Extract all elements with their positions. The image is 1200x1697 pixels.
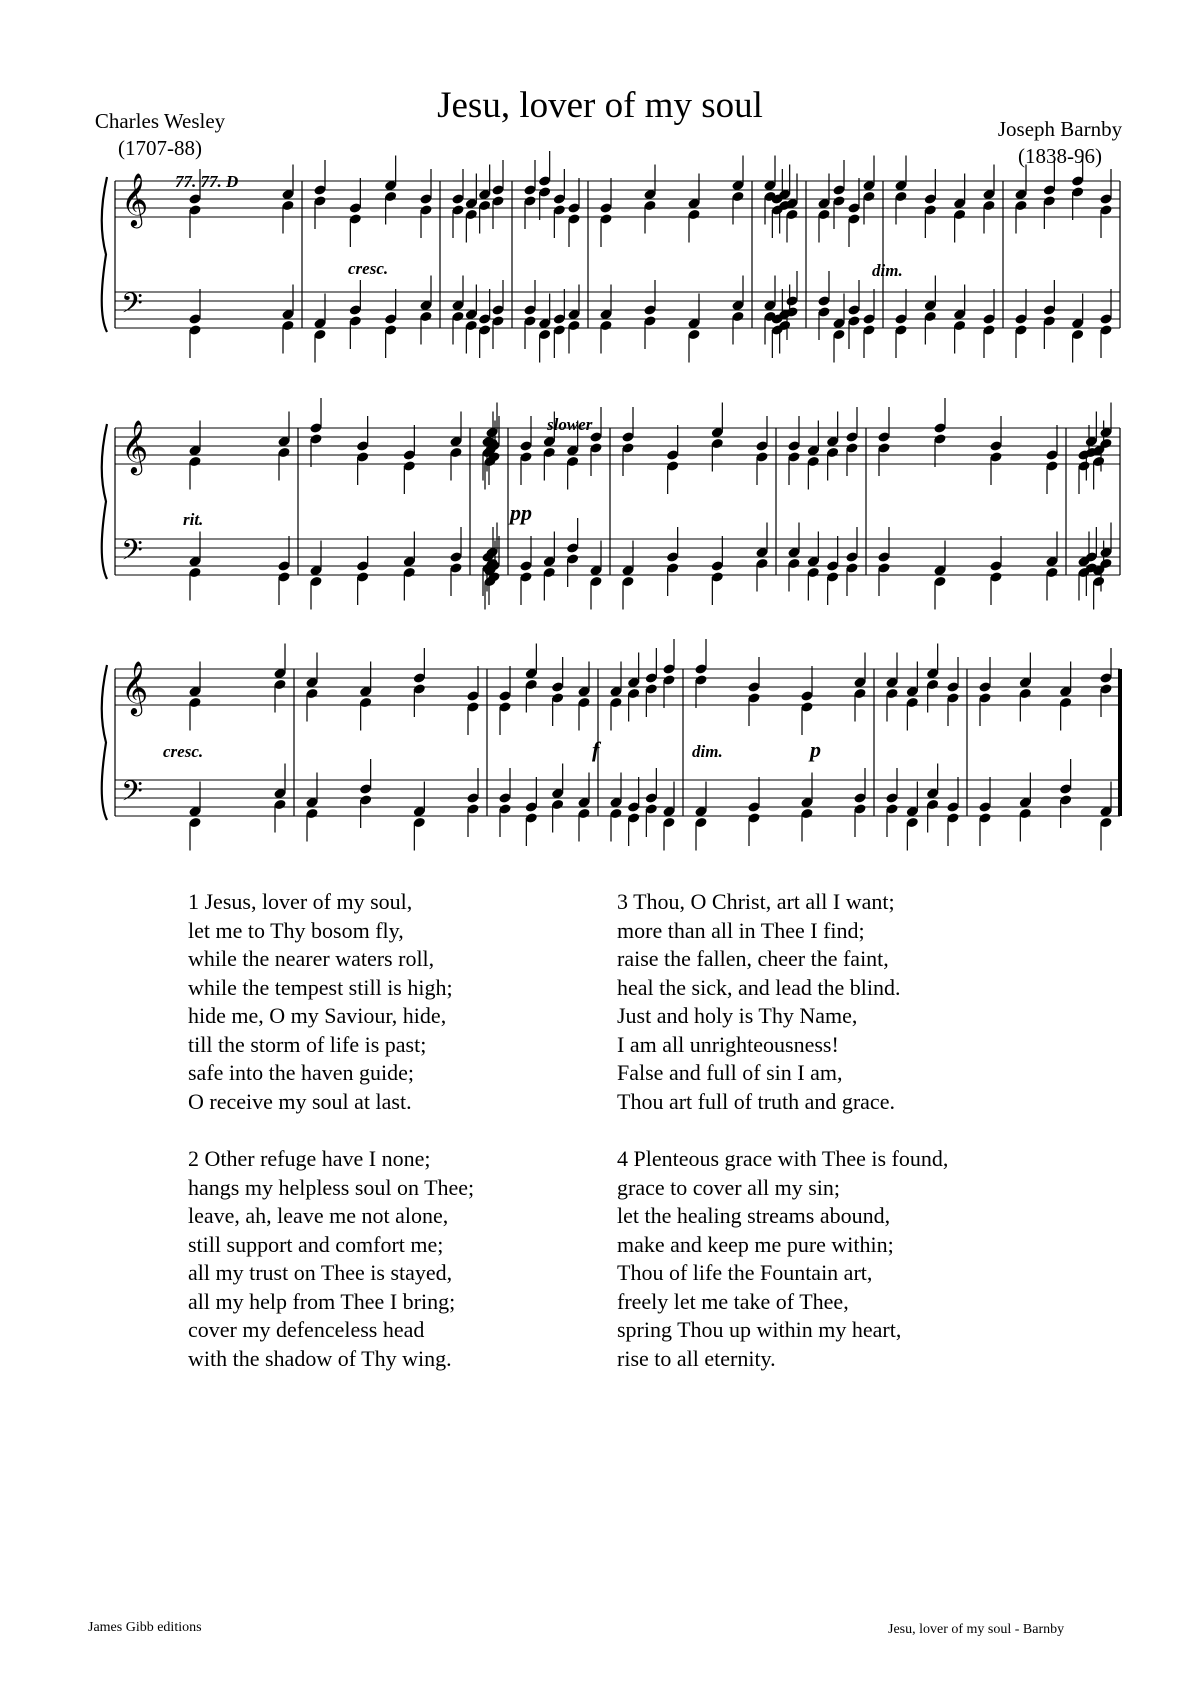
verse-line: Thou art full of truth and grace.: [617, 1088, 895, 1114]
dynamic-pp: pp: [510, 500, 532, 525]
verse-line: 1 Jesus, lover of my soul,: [188, 889, 413, 914]
verse-line: cover my defenceless head: [188, 1317, 425, 1342]
bass-clef-icon: 𝄢: [121, 534, 143, 574]
composer-name: Joseph Barnby: [997, 117, 1123, 141]
verse-line: more than all in Thee I find;: [617, 917, 865, 943]
dynamic-piano: p: [810, 737, 821, 762]
verse-line: Thou of life the Fountain art,: [617, 1260, 873, 1285]
verse-2: [188, 1145, 608, 1373]
verse-line: raise the fallen, cheer the faint,: [617, 946, 889, 971]
verse-line: safe into the haven guide;: [188, 1060, 415, 1085]
dynamic-cresc-1: cresc.: [348, 259, 389, 278]
footer-title-credit: Jesu, lover of my soul - Barnby: [888, 1622, 1065, 1637]
verse-4: [617, 1145, 1037, 1373]
verse-line: hide me, O my Saviour, hide,: [188, 1003, 447, 1028]
system-bracket: [102, 177, 107, 332]
verse-line: grace to cover all my sin;: [617, 1174, 840, 1200]
bass-clef-icon: 𝄢: [121, 287, 143, 327]
dynamic-cresc-2: cresc.: [163, 742, 204, 761]
system-bracket: [102, 665, 107, 820]
tempo-rit: rit.: [183, 510, 204, 529]
footer-publisher: James Gibb editions: [88, 1620, 202, 1635]
dynamic-dim-2: dim.: [692, 742, 723, 761]
dynamic-dim-1: dim.: [872, 261, 903, 280]
bass-clef-icon: 𝄢: [121, 775, 143, 815]
treble-clef-icon: 𝄞: [121, 660, 149, 714]
verse-line: spring Thou up within my heart,: [617, 1317, 902, 1342]
verse-line: all my trust on Thee is stayed,: [188, 1260, 453, 1285]
verse-line: while the nearer waters roll,: [188, 946, 435, 971]
verse-1: [188, 888, 608, 1116]
verse-line: rise to all eternity.: [617, 1345, 776, 1371]
author-dates: (1707-88): [118, 136, 202, 160]
verse-line: 4 Plenteous grace with Thee is found,: [617, 1146, 949, 1171]
page-title: Jesu, lover of my soul: [437, 85, 763, 126]
verse-line: 2 Other refuge have I none;: [188, 1146, 431, 1171]
meter-label: 77. 77. D: [175, 172, 239, 191]
treble-clef-icon: 𝄞: [121, 419, 149, 473]
verse-line: Just and holy is Thy Name,: [617, 1003, 858, 1028]
author-name: Charles Wesley: [94, 109, 226, 133]
dynamic-forte: f: [592, 737, 600, 762]
verse-line: with the shadow of Thy wing.: [188, 1345, 452, 1371]
verse-line: I am all unrighteousness!: [617, 1031, 839, 1057]
verse-line: freely let me take of Thee,: [617, 1288, 849, 1314]
composer-dates: (1838-96): [1018, 144, 1102, 168]
notes-layer: [188, 151, 1112, 851]
verse-line: all my help from Thee I bring;: [188, 1288, 456, 1314]
verse-3: [617, 888, 1037, 1116]
verse-line: while the tempest still is high;: [188, 974, 453, 1000]
verse-line: O receive my soul at last.: [188, 1088, 412, 1114]
verse-line: let the healing streams abound,: [617, 1203, 891, 1228]
verse-line: till the storm of life is past;: [188, 1031, 427, 1057]
verse-line: make and keep me pure within;: [617, 1231, 894, 1257]
verse-line: still support and comfort me;: [188, 1231, 444, 1257]
verse-line: leave, ah, leave me not alone,: [188, 1203, 449, 1228]
verse-line: 3 Thou, O Christ, art all I want;: [617, 889, 895, 914]
clefs-layer: [121, 172, 148, 815]
verse-line: let me to Thy bosom fly,: [188, 917, 404, 943]
tempo-slower: slower: [547, 415, 593, 434]
verse-line: False and full of sin I am,: [617, 1060, 843, 1085]
verse-line: hangs my helpless soul on Thee;: [188, 1174, 475, 1200]
system-bracket: [102, 424, 107, 579]
verse-line: heal the sick, and lead the blind.: [617, 974, 901, 1000]
treble-clef-icon: 𝄞: [121, 172, 149, 226]
